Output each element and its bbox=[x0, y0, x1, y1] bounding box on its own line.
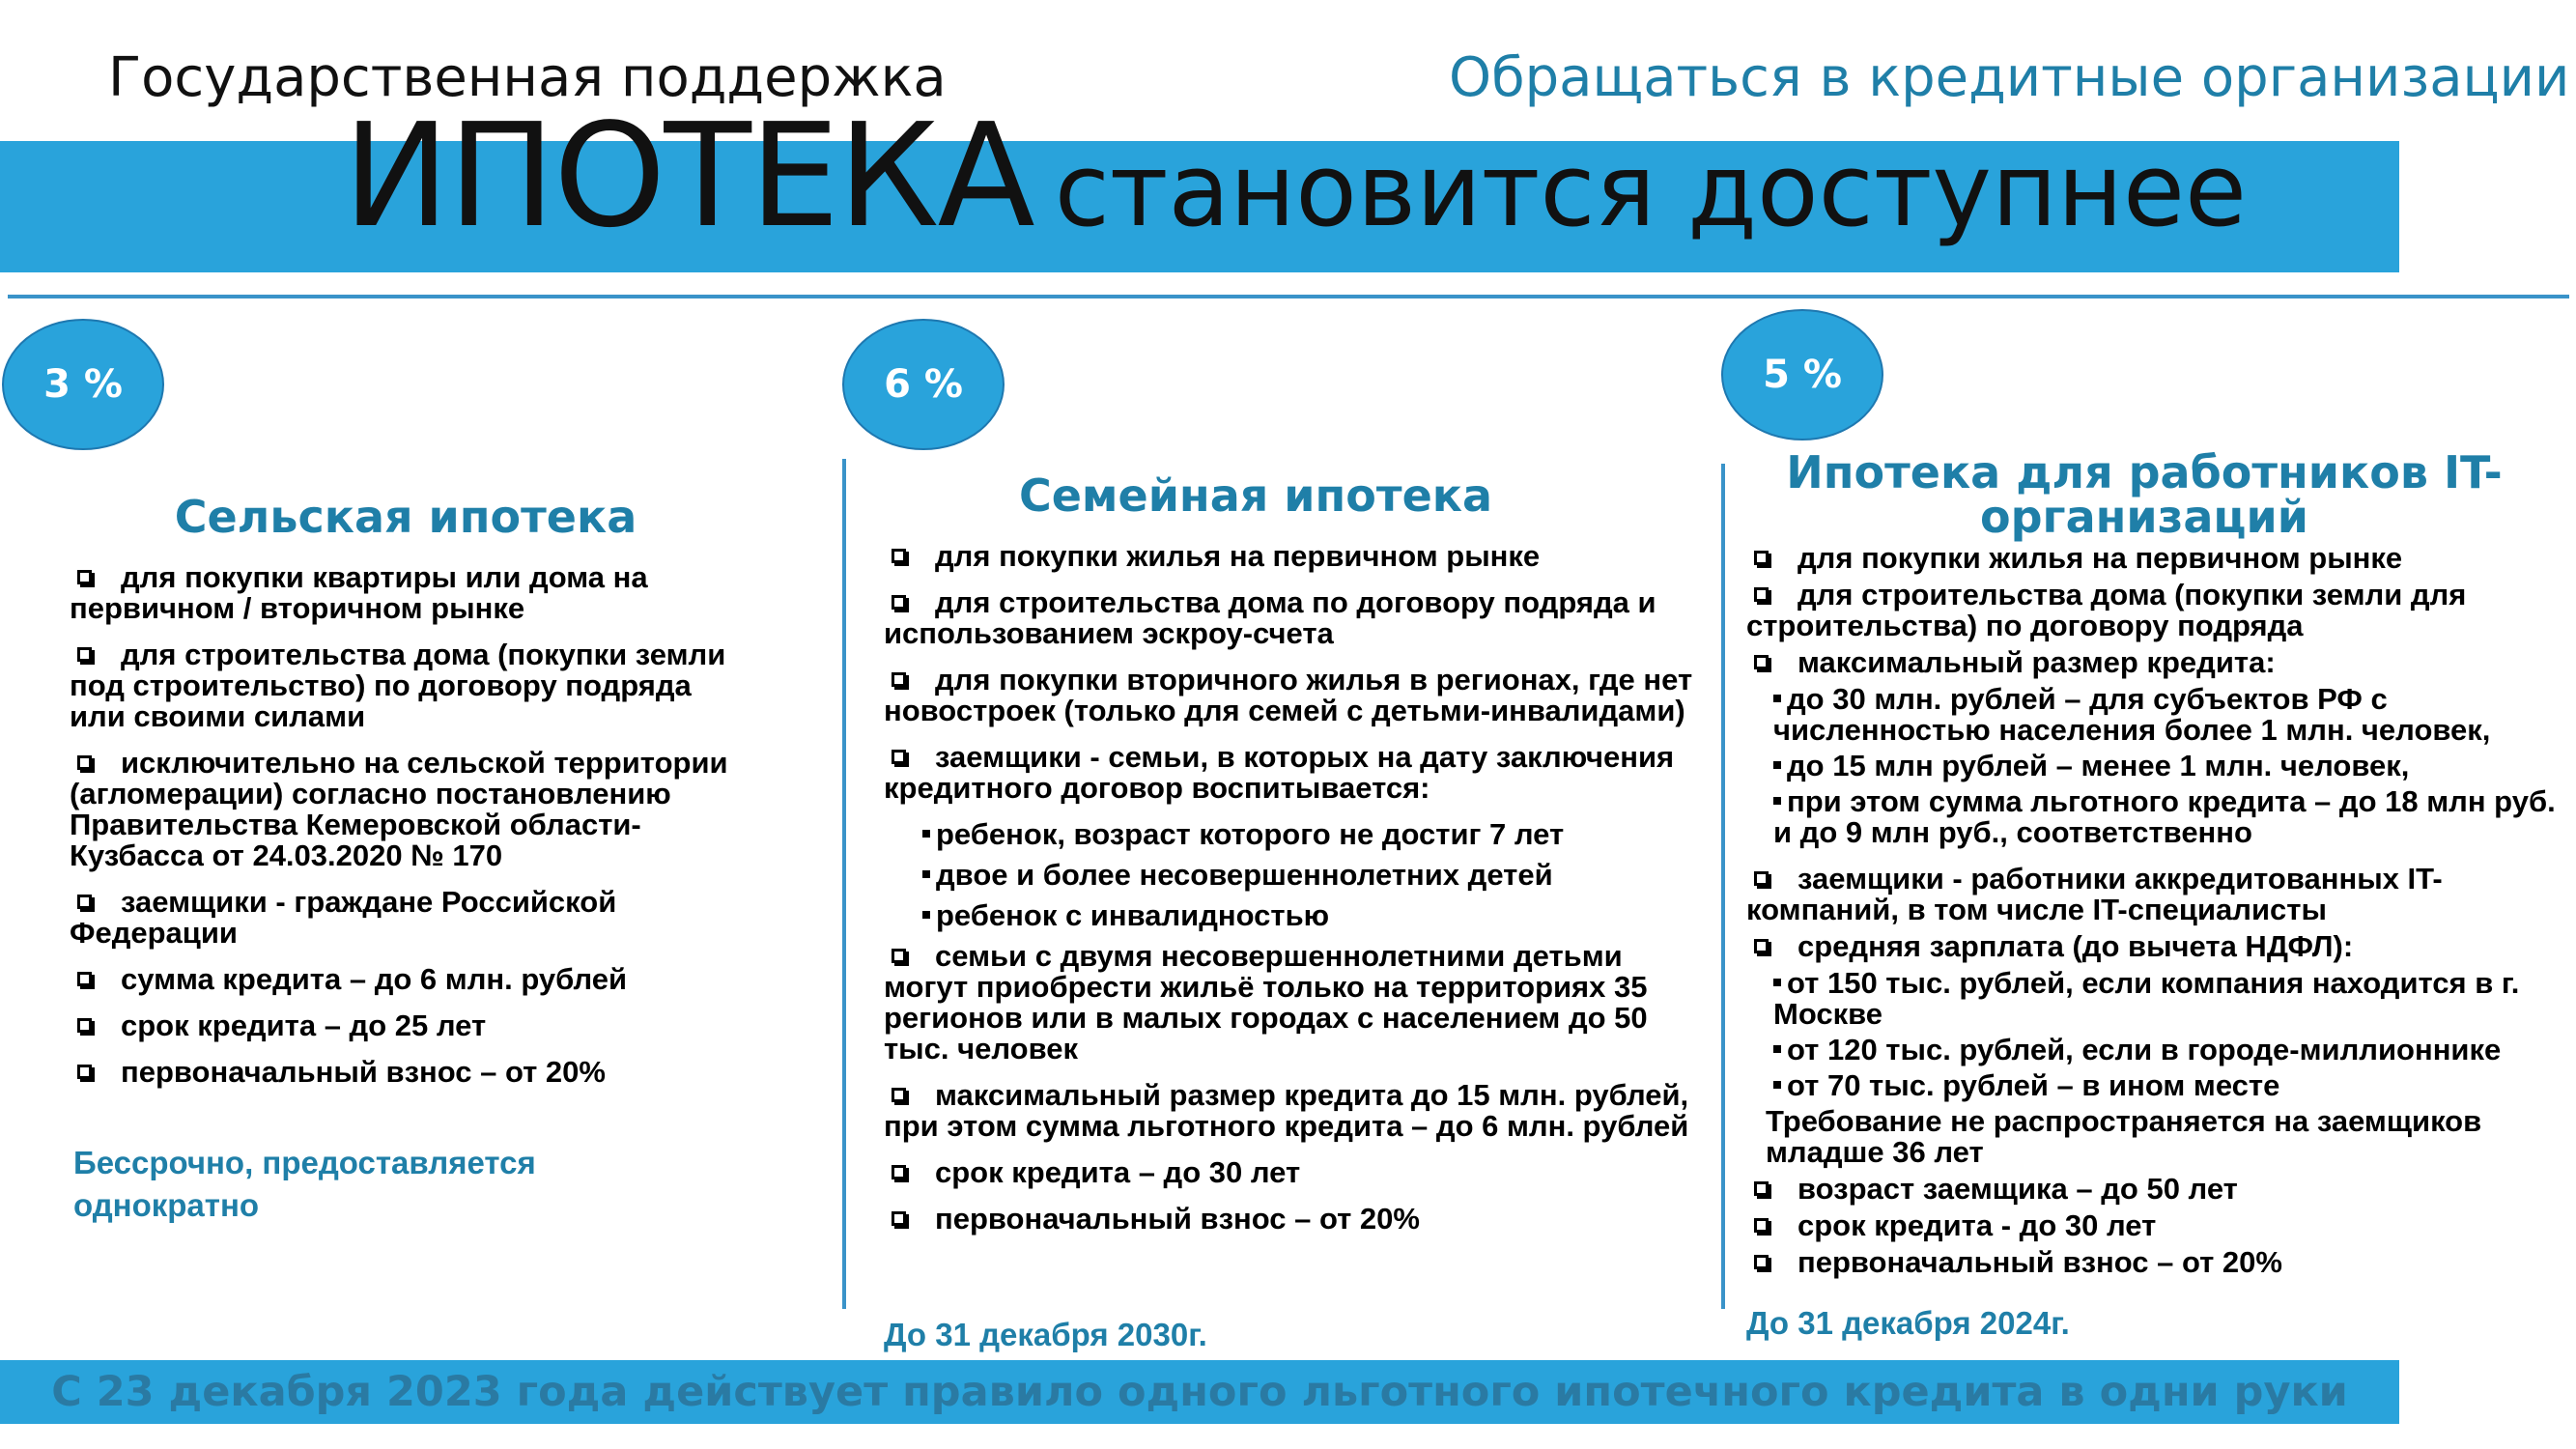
checkbox-bullet-icon bbox=[77, 1018, 92, 1033]
checkbox-bullet-icon bbox=[1754, 655, 1769, 669]
sub-item: при этом сумма льготного кредита – до 18 млн руб. и до 9 млн руб., соответственно bbox=[1773, 784, 2556, 849]
checkbox-bullet-icon bbox=[892, 949, 906, 963]
square-bullet-icon bbox=[1773, 979, 1781, 986]
list-item: максимальный размер кредита: bbox=[1746, 647, 2576, 678]
list-item: исключительно на сельской территории (агломерации) согласно постановлению Правительства Кемеровской области- Кузбасса от 24.03.2020 № 170 bbox=[70, 746, 728, 872]
checkbox-bullet-icon bbox=[892, 750, 906, 764]
sub-item: двое и более несовершеннолетних детей bbox=[922, 860, 1695, 891]
checkbox-bullet-icon bbox=[1754, 1218, 1769, 1233]
list-item: для покупки жилья на первичном рынке bbox=[884, 541, 1695, 572]
list-item: семьи с двумя несовершеннолетними детьми могут приобрести жильё только на территориях 35 регионов или в малых городах с населением до 50 тыс. человек bbox=[884, 939, 1648, 1065]
sub-item: до 15 млн рублей – менее 1 млн. человек, bbox=[1773, 751, 2576, 781]
sub-item: ребенок с инвалидностью bbox=[922, 900, 1695, 931]
list-item: первоначальный взнос – от 20% bbox=[884, 1204, 1695, 1235]
list-it bbox=[1746, 543, 2576, 1284]
footer-note-it: До 31 декабря 2024г. bbox=[1746, 1305, 2070, 1341]
sub-item: от 70 тыс. рублей – в ином месте bbox=[1773, 1070, 2576, 1101]
list-item: для покупки жилья на первичном рынке bbox=[1746, 543, 2576, 574]
sub-item: от 150 тыс. рублей, если компания находится в г. Москве bbox=[1773, 966, 2520, 1031]
note-text: Требование не распространяется на заемщиков младше 36 лет bbox=[1766, 1104, 2482, 1169]
checkbox-bullet-icon bbox=[77, 1065, 92, 1079]
column-title-rural: Сельская ипотека bbox=[174, 491, 637, 543]
checkbox-bullet-icon bbox=[77, 755, 92, 770]
checkbox-bullet-icon bbox=[892, 1211, 906, 1226]
checkbox-bullet-icon bbox=[1754, 1181, 1769, 1196]
sub-item: от 120 тыс. рублей, если в городе-миллионнике bbox=[1773, 1035, 2576, 1065]
checkbox-bullet-icon bbox=[892, 1088, 906, 1102]
list-item: первоначальный взнос – от 20% bbox=[1746, 1247, 2576, 1278]
column-title-it: Ипотека для работников IT-организаций bbox=[1786, 446, 2503, 543]
title-big: ИПОТЕКА bbox=[343, 93, 1033, 259]
page-title bbox=[343, 93, 2247, 259]
checkbox-bullet-icon bbox=[892, 595, 906, 610]
square-bullet-icon bbox=[1773, 1081, 1781, 1089]
checkbox-bullet-icon bbox=[77, 895, 92, 909]
title-small: становится доступнее bbox=[1054, 131, 2247, 249]
divider bbox=[8, 295, 2569, 298]
list-item: для строительства дома по договору подряда и использованием эскроу-счета bbox=[884, 585, 1656, 650]
square-bullet-icon bbox=[1773, 1045, 1781, 1053]
list-item: первоначальный взнос – от 20% bbox=[70, 1057, 746, 1088]
list-item: заемщики - семьи, в которых на дату заключения кредитного договор воспитывается: bbox=[884, 740, 1675, 805]
square-bullet-icon bbox=[922, 830, 930, 838]
list-item: для строительства дома (покупки земли под строительство) по договору подряда или своими силами bbox=[70, 638, 726, 733]
checkbox-bullet-icon bbox=[1754, 939, 1769, 953]
list-item: заемщики - граждане Российской Федерации bbox=[70, 885, 617, 950]
list-item: для покупки квартиры или дома на первичном / вторичном рынке bbox=[70, 560, 648, 625]
square-bullet-icon bbox=[1773, 695, 1781, 702]
list-item: средняя зарплата (до вычета НДФЛ): bbox=[1746, 931, 2576, 962]
column-divider bbox=[842, 459, 846, 1309]
header-right: Обращаться в кредитные организации bbox=[1449, 46, 2570, 109]
list-item: для строительства дома (покупки земли для строительства) по договору подряда bbox=[1746, 578, 2467, 642]
list-item: срок кредита – до 30 лет bbox=[884, 1157, 1695, 1188]
list-item: сумма кредита – до 6 млн. рублей bbox=[70, 964, 746, 995]
checkbox-bullet-icon bbox=[1754, 871, 1769, 886]
bottom-banner-text: С 23 декабря 2023 года действует правило одного льготного ипотечного кредита в одни руки bbox=[51, 1368, 2348, 1416]
list-item: заемщики - работники аккредитованных IT-компаний, в том числе IT-специалисты bbox=[1746, 862, 2443, 926]
list-item: срок кредита - до 30 лет bbox=[1746, 1210, 2576, 1241]
square-bullet-icon bbox=[922, 870, 930, 878]
rate-badge-family: 6 % bbox=[842, 319, 1005, 450]
list-rural bbox=[70, 562, 746, 1103]
checkbox-bullet-icon bbox=[77, 972, 92, 986]
column-title-family: Семейная ипотека bbox=[1018, 469, 1493, 522]
checkbox-bullet-icon bbox=[1754, 551, 1769, 565]
checkbox-bullet-icon bbox=[892, 1165, 906, 1179]
checkbox-bullet-icon bbox=[892, 672, 906, 687]
sub-item: до 30 млн. рублей – для субъектов РФ с численностью населения более 1 млн. человек, bbox=[1773, 682, 2491, 747]
list-item: максимальный размер кредита до 15 млн. рублей, при этом сумма льготного кредита – до 6 млн. рублей bbox=[884, 1078, 1689, 1143]
square-bullet-icon bbox=[922, 911, 930, 919]
checkbox-bullet-icon bbox=[1754, 587, 1769, 602]
sub-item: ребенок, возраст которого не достиг 7 лет bbox=[922, 819, 1695, 850]
list-item: возраст заемщика – до 50 лет bbox=[1746, 1174, 2576, 1205]
list-family bbox=[884, 541, 1695, 1250]
footer-note-family: До 31 декабря 2030г. bbox=[884, 1317, 1207, 1352]
header-left: Государственная поддержка bbox=[108, 46, 947, 109]
rate-badge-rural: 3 % bbox=[2, 319, 164, 450]
column-divider bbox=[1721, 464, 1725, 1309]
checkbox-bullet-icon bbox=[77, 647, 92, 662]
checkbox-bullet-icon bbox=[77, 570, 92, 584]
checkbox-bullet-icon bbox=[892, 549, 906, 563]
square-bullet-icon bbox=[1773, 797, 1781, 805]
footer-note-rural: Бессрочно, предоставляется однократно bbox=[73, 1145, 536, 1223]
checkbox-bullet-icon bbox=[1754, 1255, 1769, 1269]
square-bullet-icon bbox=[1773, 761, 1781, 769]
rate-badge-it: 5 % bbox=[1721, 309, 1883, 440]
list-item: срок кредита – до 25 лет bbox=[70, 1010, 746, 1041]
list-item: для покупки вторичного жилья в регионах, где нет новостроек (только для семей с детьми-инвалидами) bbox=[884, 663, 1693, 727]
